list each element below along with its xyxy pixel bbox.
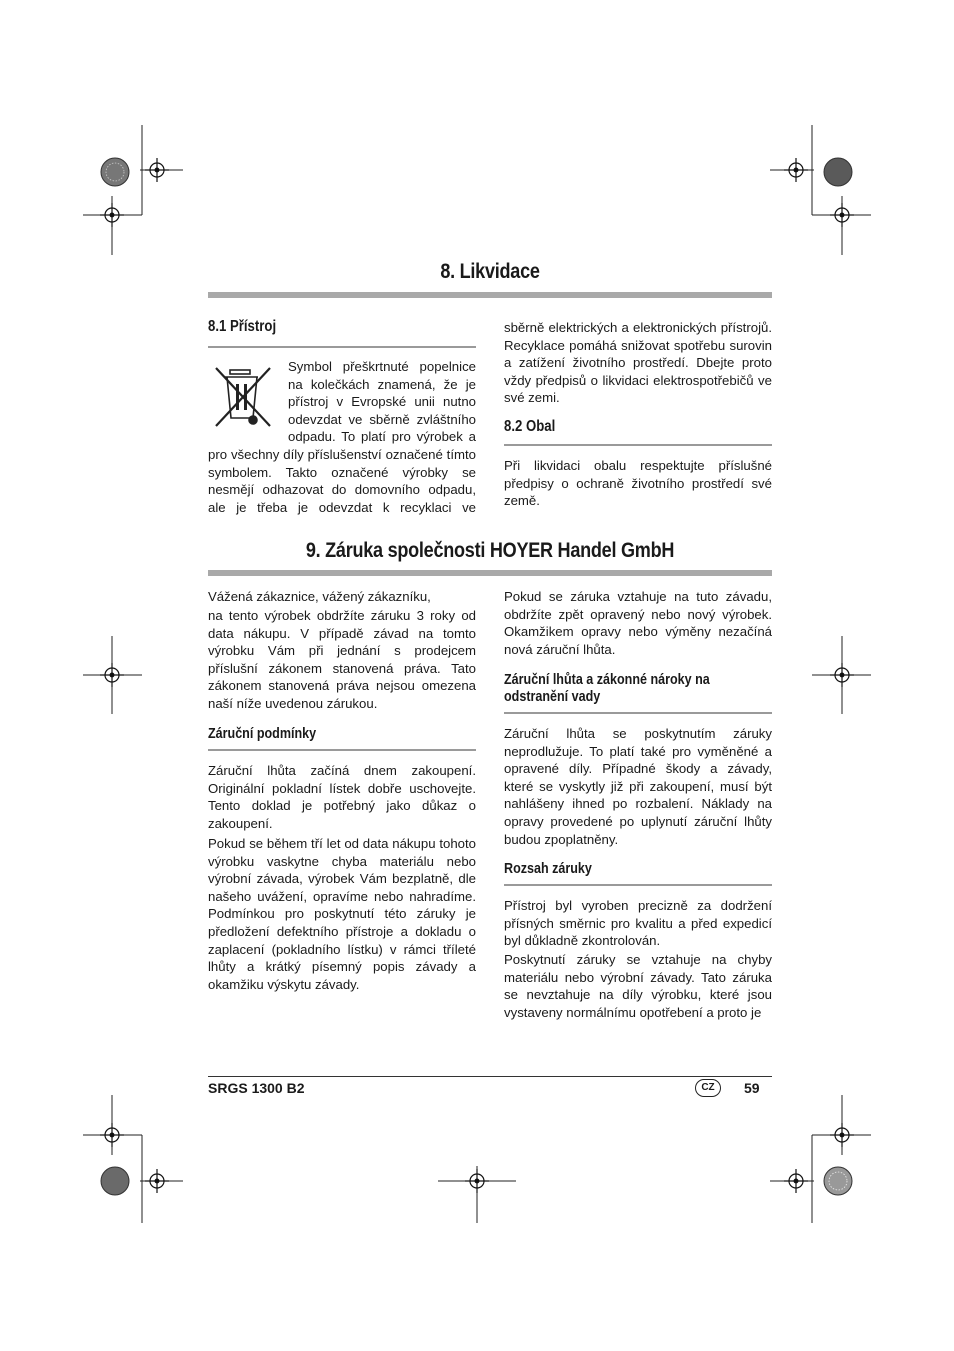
crossed-out-wheelie-bin-icon: [208, 364, 276, 432]
section-9-title: 9. Záruka společnosti HOYER Handel GmbH: [305, 539, 675, 562]
period-heading-line-2: odstranění vady: [504, 689, 601, 705]
section-8-title: 8. Likvidace: [440, 260, 540, 283]
period-rule: [504, 712, 772, 714]
text-line: Symbol přeškrtnuté popelnice: [288, 359, 476, 374]
conditions-heading: Záruční podmínky: [208, 726, 317, 742]
right-intro-paragraph: Pokud se záruka vztahuje na tuto závadu, obdržíte zpět opravený nebo nový výrobek. Okamžikem opravy nebo výměny nezačíná nová záruční lhůta.: [504, 589, 772, 657]
conditions-rule: [208, 749, 476, 751]
paragraph-8-1-beside-icon: [288, 358, 476, 446]
subsection-8-1-heading: 8.1 Přístroj: [208, 318, 277, 335]
footer-rule: [208, 1076, 772, 1077]
scope-heading: Rozsah záruky: [504, 861, 592, 877]
section-8-title-bar: [208, 292, 772, 298]
page-number: 59: [744, 1080, 760, 1096]
scope-paragraph-1: Přístroj byl vyroben precizně za dodržení přísných směrnic pro kvalitu a před expedicí byl důkladně zkontrolován.: [504, 898, 772, 949]
scope-paragraph-2: Poskytnutí záruky se vztahuje na chyby materiálu nebo výrobní závady. Tato záruka se nevztahuje na díly výrobku, které jsou vystaveny normálnímu opotřebení a proto je: [504, 952, 772, 1020]
period-paragraph: Záruční lhůta se poskytnutím záruky neprodlužuje. To platí také pro vyměněné a opravené díly. Případné škody a závady, které se vyskytly již při zakoupení, musí být nahlášeny ihned po rozbalení. Náklady na opravy provedené po uplynutí záruční lhůty budou zpoplatněny.: [504, 726, 772, 847]
conditions-paragraph-1: Záruční lhůta začíná dnem zakoupení. Originální pokladní lístek dobře uschovejte. Tento doklad je potřebný jako důkaz o zakoupení.: [208, 763, 476, 831]
paragraph-8-1-body: pro všechny díly příslušenství označené tímto symbolem. Takto označené výrobky se nesmějí odhazovat do domovního odpadu, ale je třeba je odevzdat k recyklaci ve: [208, 447, 476, 515]
conditions-paragraph-2: Pokud se během tří let od data nákupu tohoto výrobku vaskytne chyba materiálu nebo výrobní závada, výrobek Vám bezplatně, dle našeho uvážení, opravíme nebo nahradíme. Podmínkou pro poskytnutí této záruky je předložení defektního přístroje a dokladu o zaplacení (pokladního lístku) v rámci tříleté lhůty a krátký písemný popis závady a okamžiku výskytu závady.: [208, 836, 476, 992]
text-line: odpadu. To platí pro výrobek a: [288, 429, 476, 445]
text-line: odevzdat ve sběrně zvláštního: [288, 411, 476, 427]
period-heading-line-1: Záruční lhůta a zákonné nároky na: [504, 672, 710, 688]
paragraph-8-1-continued: sběrně elektrických a elektronických přístrojů. Recyklace pomáhá snižovat spotřebu surovin a zatížení životního prostředí. Dbejte proto vždy předpisů o likvidaci elektrospotřebičů ve své zemi.: [504, 320, 772, 406]
greeting: Vážená zákaznice, vážený zákazníku,: [208, 589, 431, 604]
paragraph-8-2: Při likvidaci obalu respektujte příslušné předpisy o ochraně životního prostředí své země.: [504, 458, 772, 509]
subsection-8-1-rule: [208, 346, 476, 348]
language-badge: CZ: [695, 1079, 721, 1097]
scope-rule: [504, 884, 772, 886]
text-line: přístroj v Evropské unii nutno: [288, 394, 476, 410]
warranty-intro: na tento výrobek obdržíte záruku 3 roky od data nákupu. V případě závad na tomto výrobku Vám při jednání s prodejcem příslušní zákonem stanovená práva. Tato zákonem stanovená práva nejsou omezena naší níže uvedenou zárukou.: [208, 608, 476, 711]
subsection-8-2-heading: 8.2 Obal: [504, 418, 556, 435]
footer-model: SRGS 1300 B2: [208, 1080, 305, 1096]
text-line: na kolečkách znamená, že je: [288, 376, 476, 392]
subsection-8-2-rule: [504, 444, 772, 446]
section-9-title-bar: [208, 570, 772, 576]
